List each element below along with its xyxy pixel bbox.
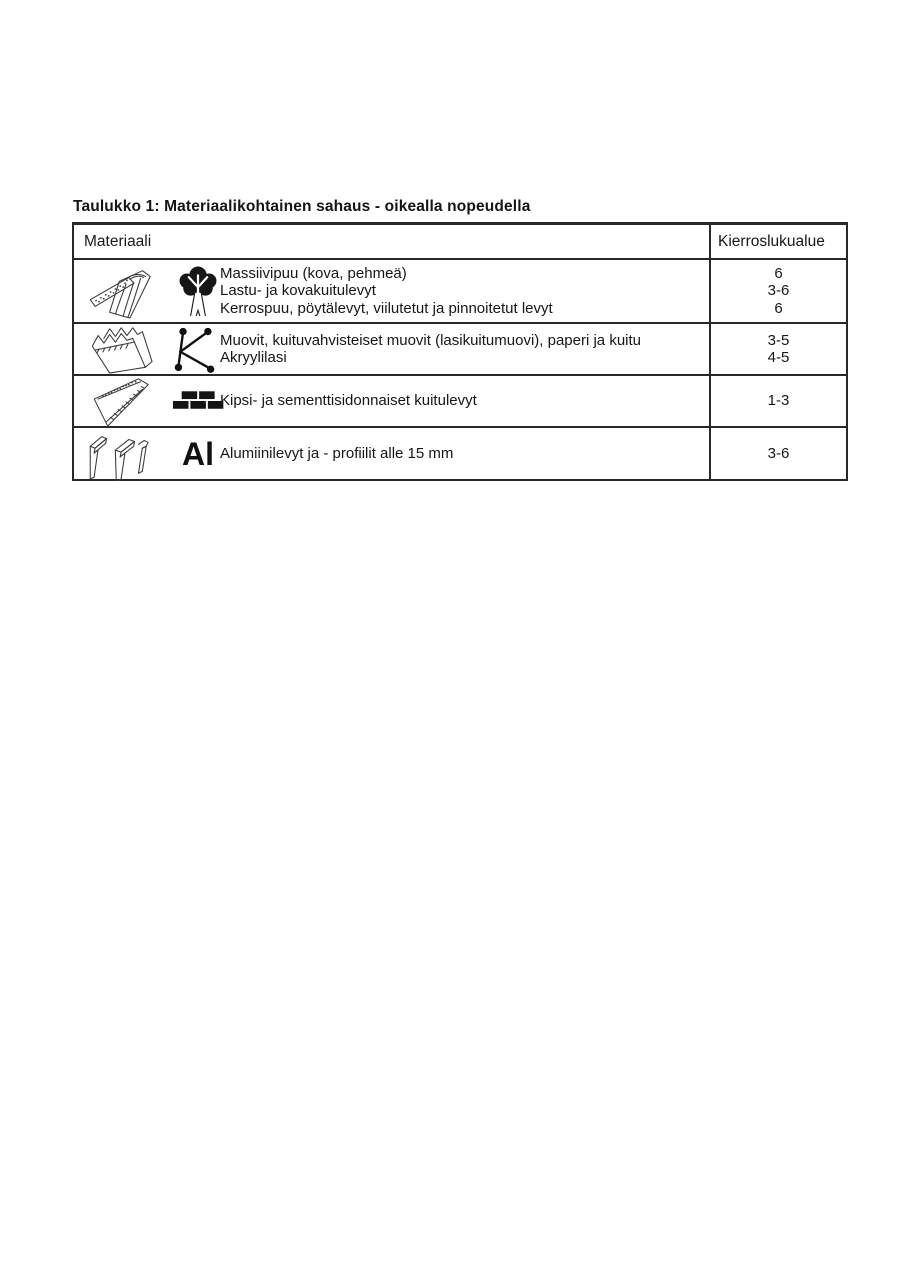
plastic-sheet-sketch-icon [82,323,172,375]
speed-value: 3-6 [767,282,790,300]
speed-value: 6 [774,299,783,317]
tree-icon [174,262,222,320]
material-description [220,445,453,463]
speed-values [711,376,846,426]
speed-value: 4-5 [767,349,790,366]
material-line: Akryylilasi [220,349,287,366]
speed-value: 3-5 [767,331,790,349]
gypsum-icons [74,374,220,428]
plastics-icons [74,323,220,375]
speed-value: 1-3 [767,392,790,410]
column-header-materiaali: Materiaali [74,225,711,258]
table-row-plastics [74,322,846,374]
speed-value: 3-6 [767,444,790,462]
material-line: Muovit, kuituvahvisteiset muovit (lasikuitumuovi), paperi ja kuitu [220,331,642,349]
table-row-wood [74,258,846,322]
material-line: Massiivipuu (kova, pehmeä) [220,264,407,282]
plastic-k-icon [172,323,218,375]
aluminium-icons [74,427,220,481]
gypsum-board-sketch-icon [82,374,172,428]
column-header-kierroslukualue: Kierroslukualue [718,232,825,250]
speed-values [711,260,846,322]
table-title: Taulukko 1: Materiaalikohtainen sahaus - oikealla nopeudella [73,198,531,215]
speed-value: 6 [774,264,783,282]
table-row-gypsum [74,374,846,426]
material-line: Alumiinilevyt ja - profiilit alle 15 mm [220,444,454,462]
table-header-row [74,225,846,258]
material-line: Kerrospuu, pöytälevyt, viilutetut ja pinnoitetut levyt [220,299,553,317]
material-description [220,392,477,410]
material-description [220,265,553,318]
material-line: Kipsi- ja sementtisidonnaiset kuitulevyt [220,392,477,410]
wood-plank-sketch-icon [82,262,174,320]
material-line: Lastu- ja kovakuitulevyt [220,282,376,300]
speed-values [711,324,846,374]
table-row-aluminium [74,426,846,479]
aluminium-al-symbol: Al [182,435,214,472]
aluminium-profile-sketch-icon [82,427,166,481]
wood-icons [74,262,220,320]
material-description [220,332,641,367]
materials-table [72,222,848,481]
speed-values [711,428,846,479]
